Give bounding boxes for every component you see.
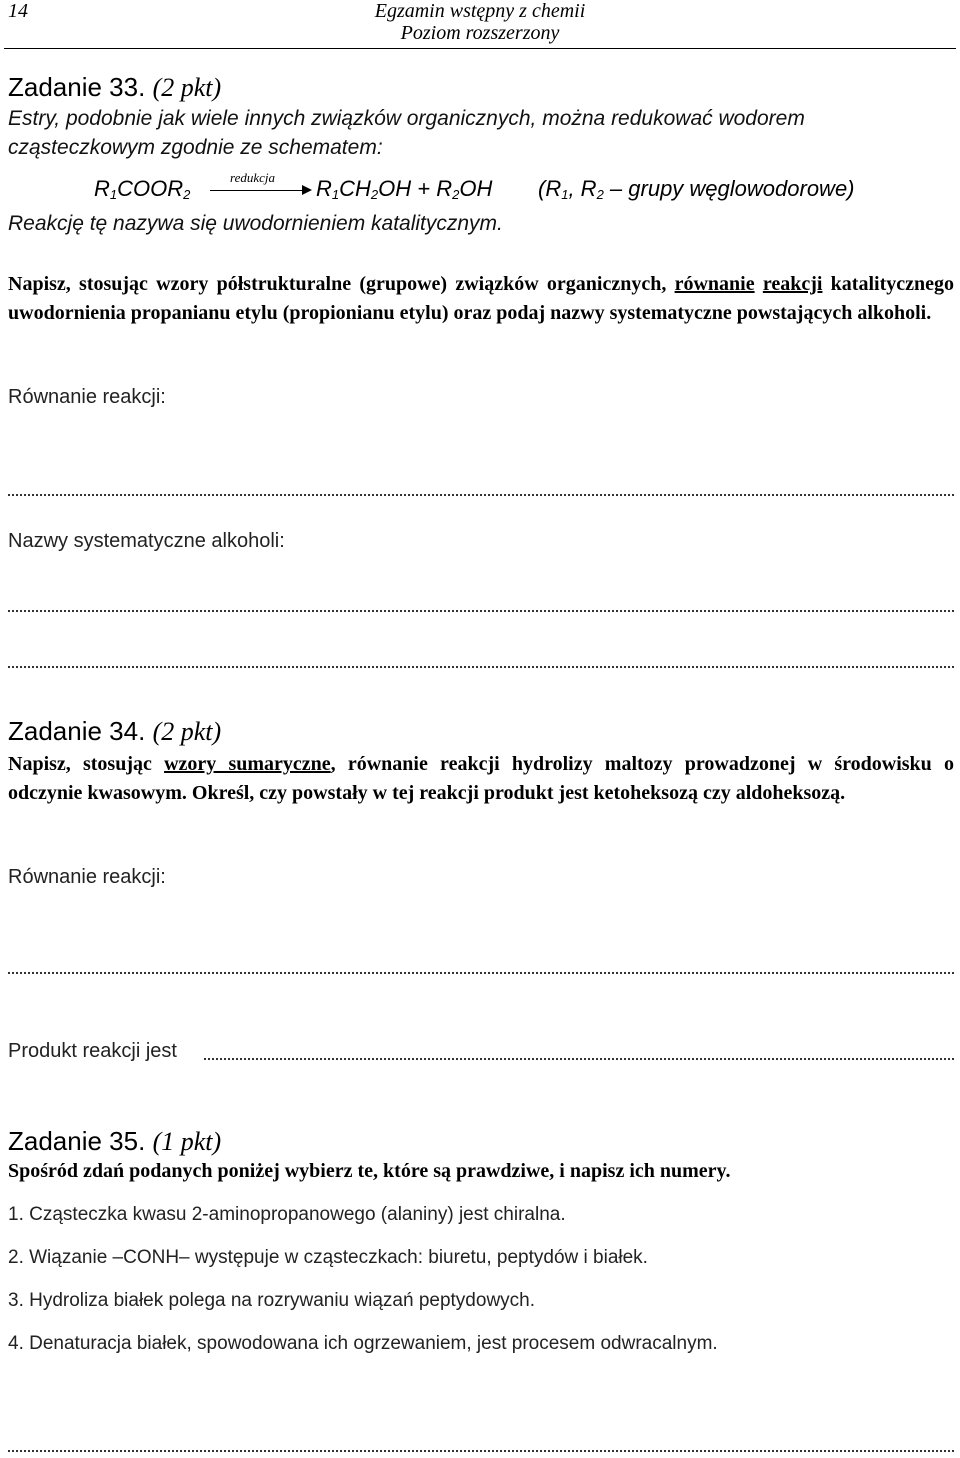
task33-intro-line2: cząsteczkowym zgodnie ze schematem:	[8, 136, 383, 159]
header-subtitle: Poziom rozszerzony	[400, 22, 560, 44]
task33-answer-line-3[interactable]	[8, 666, 954, 668]
task35-points: (1 pkt)	[152, 1127, 222, 1156]
task33-title-text: Zadanie 33.	[8, 72, 146, 102]
arrow-label: redukcja	[230, 170, 275, 185]
task33-answer-line-1[interactable]	[8, 494, 954, 496]
groups-note: ($R_1$, $R_2$ – grupy węglowodorowe)	[538, 176, 855, 202]
products-formula: $R_1CH_2OH + R_2OH$	[316, 176, 493, 202]
task34-points: (2 pkt)	[152, 717, 222, 746]
task35-title-text: Zadanie 35.	[8, 1126, 146, 1156]
task35-answer-line[interactable]	[8, 1450, 954, 1452]
header-title: Egzamin wstępny z chemii	[374, 0, 586, 22]
task33-names-label: Nazwy systematyczne alkoholi:	[8, 530, 285, 552]
task33-instruction: Napisz, stosując wzory półstrukturalne (grupowe) związków organicznych, równanie reakcji katalitycznego uwodornienia propanianu etylu (propionianu etylu) oraz podaj nazwy systematyczne powstających alkoholi.	[8, 273, 954, 324]
page-number: 14	[8, 0, 28, 22]
task33-answer-line-2[interactable]	[8, 610, 954, 612]
task35-title	[8, 1126, 221, 1157]
task35-statement-3: 3. Hydroliza białek polega na rozrywaniu wiązań peptydowych.	[8, 1290, 536, 1311]
task33-note: Reakcję tę nazywa się uwodornieniem katalitycznym.	[8, 212, 503, 235]
task34-instruction: Napisz, stosując wzory sumaryczne, równanie reakcji hydrolizy maltozy prowadzonej w środowisku o odczynie kwasowym. Określ, czy powstały w tej reakcji produkt jest ketoheksozą czy aldoheksozą.	[8, 753, 954, 804]
task33-intro-line1: Estry, podobnie jak wiele innych związków organicznych, można redukować wodorem	[8, 107, 805, 130]
reaction-arrow-icon	[302, 185, 312, 195]
header-divider	[4, 48, 956, 49]
task34-equation-label: Równanie reakcji:	[8, 866, 166, 888]
task35-instruction: Spośród zdań podanych poniżej wybierz te, które są prawdziwe, i napisz ich numery.	[8, 1160, 731, 1182]
task34-product-label: Produkt reakcji jest	[8, 1040, 177, 1062]
task35-statement-2: 2. Wiązanie –CONH– występuje w cząsteczkach: biuretu, peptydów i białek.	[8, 1247, 648, 1268]
task33-title	[8, 72, 221, 103]
task34-product-answer-line[interactable]	[204, 1058, 954, 1060]
task34-title-text: Zadanie 34.	[8, 716, 146, 746]
task34-answer-line-1[interactable]	[8, 972, 954, 974]
task34-title	[8, 716, 221, 747]
reaction-arrow-line	[210, 190, 304, 191]
task33-equation-label: Równanie reakcji:	[8, 386, 166, 408]
task33-points: (2 pkt)	[152, 73, 222, 102]
task35-statement-1: 1. Cząsteczka kwasu 2-aminopropanowego (alaniny) jest chiralna.	[8, 1204, 566, 1225]
task35-statement-4: 4. Denaturacja białek, spowodowana ich ogrzewaniem, jest procesem odwracalnym.	[8, 1333, 718, 1354]
ester-formula: $R_1COOR_2$	[94, 176, 191, 202]
